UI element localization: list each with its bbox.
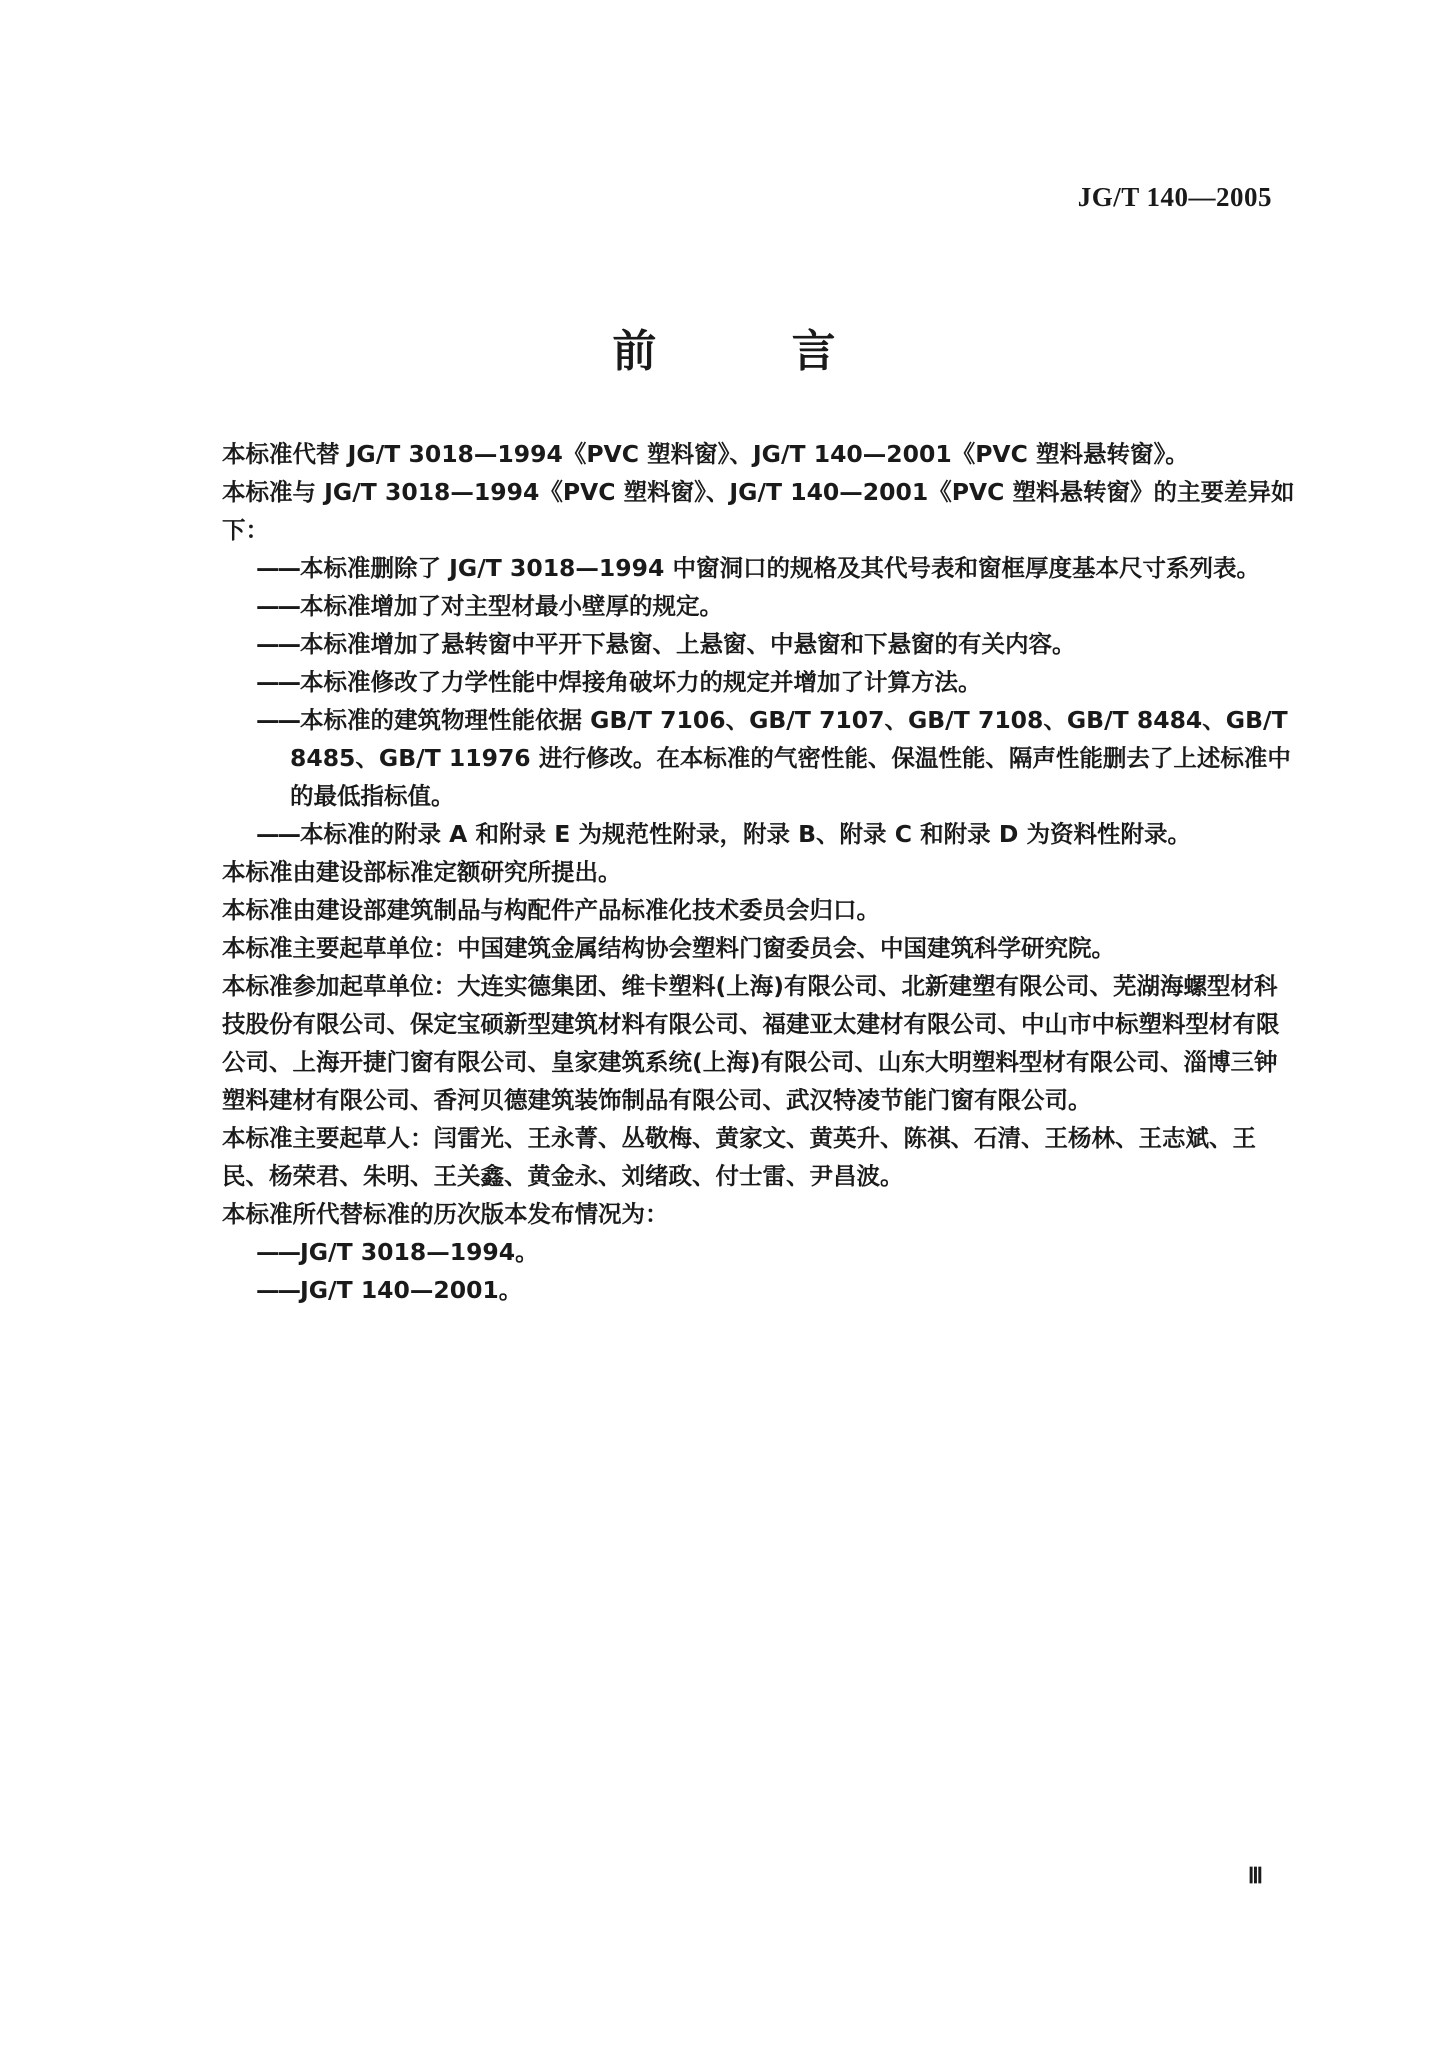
- list-item-text: 本标准修改了力学性能中焊接角破坏力的规定并增加了计算方法。: [300, 668, 982, 696]
- list-item-text: 本标准增加了悬转窗中平开下悬窗、上悬窗、中悬窗和下悬窗的有关内容。: [300, 630, 1076, 658]
- list-item-text: 本标准的建筑物理性能依据 GB/T 7106、GB/T 7107、GB/T 7108、GB/T 8484、GB/T 8485、GB/T 11976 进行修改。在本标准的气密性能、保温性能、隔声性能删去了上述标准中的最低指标值。: [290, 706, 1291, 810]
- paragraph-differences-intro: 本标准与 JG/T 3018—1994《PVC 塑料窗》、JG/T 140—2001《PVC 塑料悬转窗》的主要差异如下：: [222, 478, 1295, 544]
- dash-mark: ——: [256, 554, 299, 582]
- dash-mark: ——: [256, 668, 299, 696]
- paragraph-history-intro: 本标准所代替标准的历次版本发布情况为：: [222, 1200, 669, 1228]
- list-item: [256, 1271, 1300, 1309]
- list-item: [256, 1233, 1300, 1271]
- list-item: [256, 549, 1300, 587]
- dash-mark: ——: [256, 592, 299, 620]
- page-title: 前 言: [612, 326, 896, 377]
- list-item: [256, 701, 1300, 815]
- paragraph-main-drafters-org: 本标准主要起草单位：中国建筑金属结构协会塑料门窗委员会、中国建筑科学研究院。: [222, 934, 1115, 962]
- list-item-text: 本标准的附录 A 和附录 E 为规范性附录，附录 B、附录 C 和附录 D 为资料性附录。: [300, 820, 1192, 848]
- dash-mark: ——: [256, 820, 299, 848]
- list-item: [256, 587, 1300, 625]
- dash-mark: ——: [256, 1238, 299, 1266]
- paragraph-participating-orgs: 本标准参加起草单位：大连实德集团、维卡塑料(上海)有限公司、北新建塑有限公司、芜湖海螺型材科技股份有限公司、保定宝硕新型建筑材料有限公司、福建亚太建材有限公司、中山市中标塑料型材有限公司、上海开捷门窗有限公司、皇家建筑系统(上海)有限公司、山东大明塑料型材有限公司、淄博三钟塑料建材有限公司、香河贝德建筑装饰制品有限公司、武汉特凌节能门窗有限公司。: [222, 972, 1280, 1114]
- paragraph-administrator: 本标准由建设部建筑制品与构配件产品标准化技术委员会归口。: [222, 896, 880, 924]
- list-item: [256, 625, 1300, 663]
- list-item: [256, 663, 1300, 701]
- document-code: JG/T 140—2005: [1077, 182, 1272, 212]
- paragraph-proposer: 本标准由建设部标准定额研究所提出。: [222, 858, 622, 886]
- list-item-text: JG/T 3018—1994。: [300, 1238, 539, 1266]
- paragraph-replaces: 本标准代替 JG/T 3018—1994《PVC 塑料窗》、JG/T 140—2001《PVC 塑料悬转窗》。: [222, 440, 1189, 468]
- list-item-text: 本标准增加了对主型材最小壁厚的规定。: [300, 592, 723, 620]
- document-body: [222, 435, 1300, 1309]
- dash-mark: ——: [256, 706, 299, 734]
- list-item-text: 本标准删除了 JG/T 3018—1994 中窗洞口的规格及其代号表和窗框厚度基本尺寸系列表。: [300, 554, 1260, 582]
- list-item-text: JG/T 140—2001。: [300, 1276, 523, 1304]
- paragraph-main-drafters: 本标准主要起草人：闫雷光、王永菁、丛敬梅、黄家文、黄英升、陈祺、石清、王杨林、王志斌、王民、杨荣君、朱明、王关鑫、黄金永、刘绪政、付士雷、尹昌波。: [222, 1124, 1256, 1190]
- dash-mark: ——: [256, 1276, 299, 1304]
- list-item: [256, 815, 1300, 853]
- dash-mark: ——: [256, 630, 299, 658]
- page-number: Ⅲ: [1247, 1863, 1263, 1888]
